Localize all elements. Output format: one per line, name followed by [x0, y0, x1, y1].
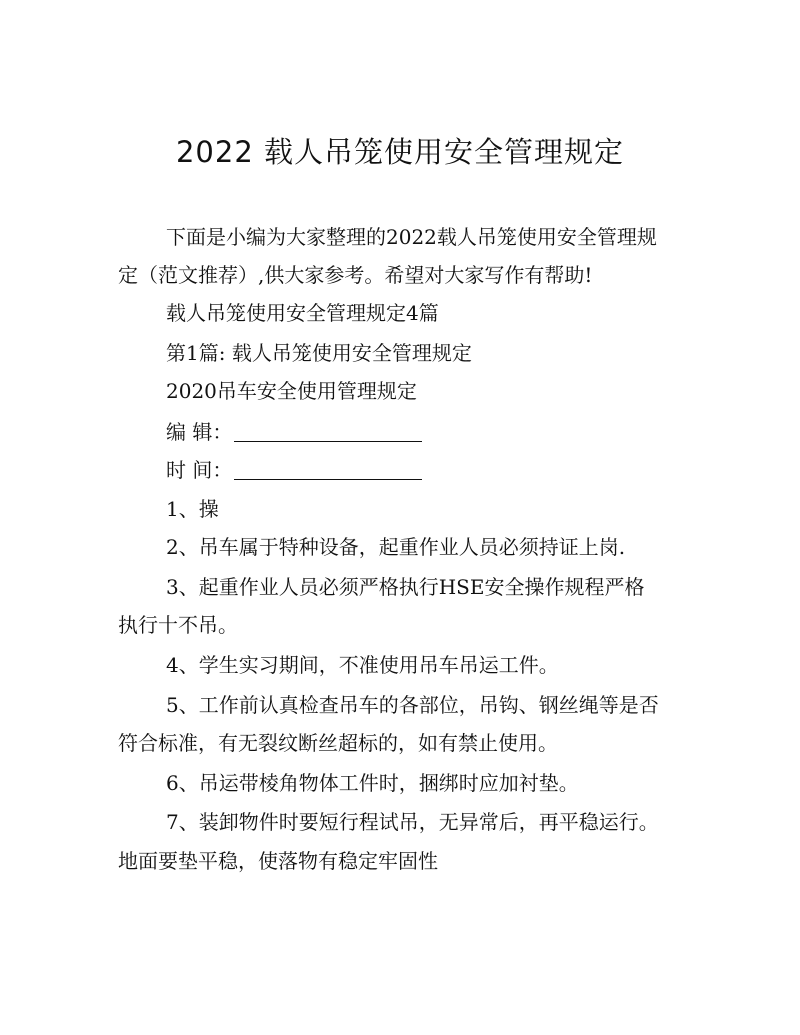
list-item-1: 1、操	[166, 497, 219, 521]
collection-heading: 载人吊笼使用安全管理规定4篇	[166, 301, 439, 325]
list-item-7-line-1: 7、装卸物件时要短行程试吊，无异常后，再平稳运行。	[166, 810, 659, 834]
time-row	[166, 451, 728, 489]
intro-line-1: 下面是小编为大家整理的2022载人吊笼使用安全管理规	[166, 225, 657, 249]
list-item-5-line-2: 符合标准，有无裂纹断丝超标的，如有禁止使用。	[118, 731, 558, 755]
list-item-5-line-1: 5、工作前认真检查吊车的各部位，吊钩、钢丝绳等是否	[166, 693, 659, 717]
time-blank-line	[234, 457, 422, 480]
time-label: 时 间：	[166, 458, 233, 482]
editor-blank-line	[234, 419, 422, 442]
part1-heading: 第1篇: 载人吊笼使用安全管理规定	[166, 341, 472, 365]
list-item-3-line-2: 执行十不吊。	[118, 613, 238, 637]
list-item-7-line-2: 地面要垫平稳，使落物有稳定牢固性	[118, 849, 438, 873]
list-item-6: 6、吊运带棱角物体工件时，捆绑时应加衬垫。	[166, 771, 579, 795]
document-title: 2022 载人吊笼使用安全管理规定	[175, 135, 625, 169]
list-item-4: 4、学生实习期间，不准使用吊车吊运工件。	[166, 653, 559, 677]
sub-heading: 2020吊车安全使用管理规定	[166, 379, 417, 403]
editor-row	[166, 413, 728, 451]
editor-label: 编 辑：	[166, 420, 233, 444]
intro-line-2: 定（范文推荐）,供大家参考。希望对大家写作有帮助!	[118, 263, 593, 287]
list-item-2: 2、吊车属于特种设备，起重作业人员必须持证上岗.	[166, 535, 626, 559]
list-item-3-line-1: 3、起重作业人员必须严格执行HSE安全操作规程严格	[166, 575, 645, 599]
